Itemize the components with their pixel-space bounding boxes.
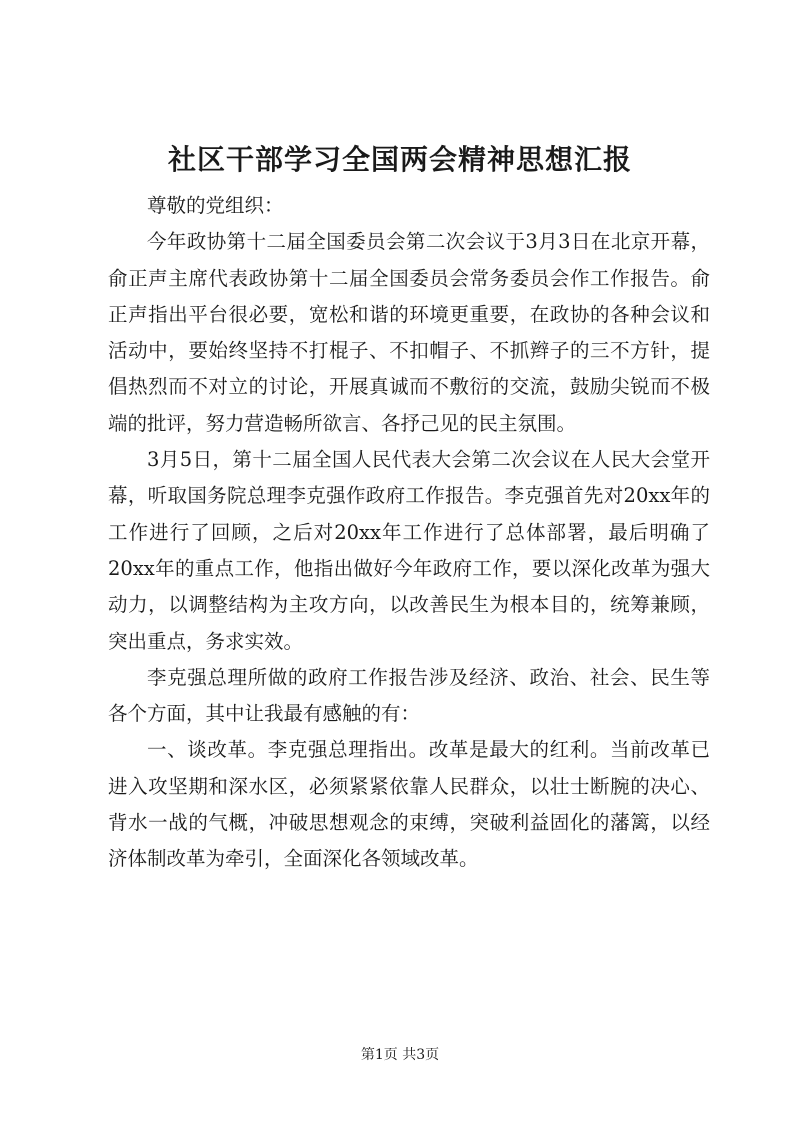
paragraph: 今年政协第十二届全国委员会第二次会议于3月3日在北京开幕，俞正声主席代表政协第十二届全国委员会常务委员会作工作报告。俞正声指出平台很必要，宽松和谐的环境更重要，在政协的各种会议和活动中，要始终坚持不打棍子、不扣帽子、不抓辫子的三不方针，提倡热烈而不对立的讨论，开展真诚而不敷衍的交流，鼓励尖锐而不极端的批评，努力营造畅所欲言、各抒己见的民主氛围。 xyxy=(108,230,710,435)
paragraph: 3月5日，第十二届全国人民代表大会第二次会议在人民大会堂开幕，听取国务院总理李克强作政府工作报告。李克强首先对20xx年的工作进行了回顾，之后对20xx年工作进行了总体部署，最后明确了20xx年的重点工作，他指出做好今年政府工作，要以深化改革为强大动力，以调整结构为主攻方向，以改善民生为根本目的，统筹兼顾，突出重点，务求实效。 xyxy=(108,448,710,653)
paragraph: 一、谈改革。李克强总理指出。改革是最大的红利。当前改革已进入攻坚期和深水区，必须紧紧依靠人民群众，以壮士断腕的决心、背水一战的气概，冲破思想观念的束缚，突破利益固化的藩篱，以经济体制改革为牵引，全面深化各领域改革。 xyxy=(108,738,710,871)
salutation: 尊敬的党组织： xyxy=(147,194,284,217)
paragraph: 李克强总理所做的政府工作报告涉及经济、政治、社会、民生等各个方面，其中让我最有感触的有： xyxy=(108,665,710,726)
document-body xyxy=(108,188,710,878)
document-title: 社区干部学习全国两会精神思想汇报 xyxy=(167,143,632,176)
page-footer: 第1页 共3页 xyxy=(360,1047,440,1063)
